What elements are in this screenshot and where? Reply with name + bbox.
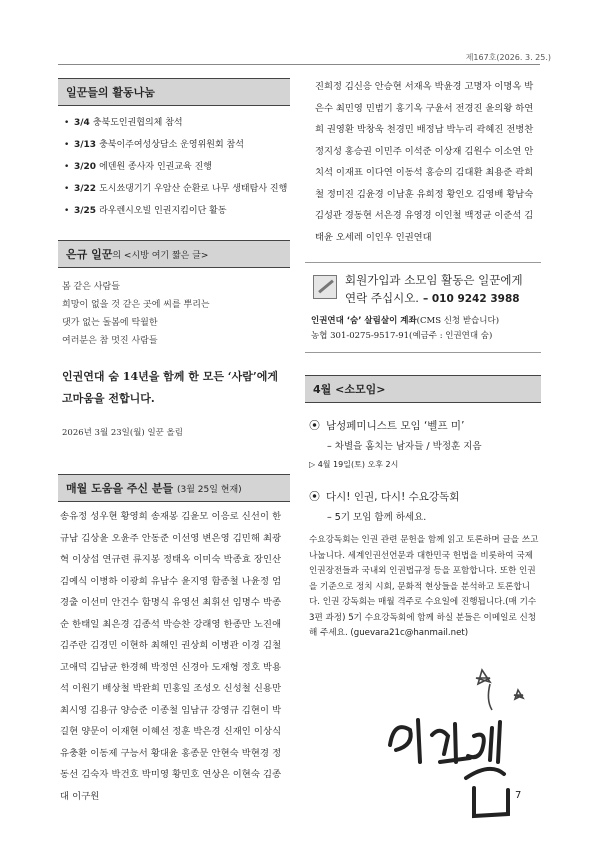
meeting-subtitle: – 5기 모임 함께 하세요. bbox=[327, 512, 427, 523]
join-text bbox=[345, 271, 523, 308]
bank-account: 농협 301-0275-9517-91(예금주 : 인권연대 숨) bbox=[311, 331, 493, 341]
thanks-message: 인권연대 숨 14년을 함께 한 모든 ‘사람’에게 고마움을 전합니다. bbox=[62, 370, 278, 405]
meetings-header: 4월 <소모임> bbox=[305, 375, 541, 403]
poem-line: 봄 같은 사람들 bbox=[62, 282, 120, 292]
meetings-section bbox=[305, 375, 541, 642]
bullet-icon: • bbox=[64, 184, 70, 194]
poem-line: 희망이 없을 것 같은 곳에 씨를 뿌리는 bbox=[62, 300, 210, 310]
activity-list bbox=[58, 116, 290, 218]
activity-date: 3/25 bbox=[74, 206, 97, 216]
join-row bbox=[311, 271, 535, 308]
right-column bbox=[305, 74, 541, 642]
issue-number: 제167호(2026. 3. 25.) bbox=[465, 53, 551, 62]
bullet-icon: • bbox=[64, 206, 70, 216]
poem-line: 여러분은 참 멋진 사람들 bbox=[62, 336, 158, 346]
donors-date: (3월 25일 현재) bbox=[176, 485, 242, 495]
bullet-icon: • bbox=[64, 140, 70, 150]
poem-body bbox=[62, 278, 290, 350]
activity-text: 충북도인권협의체 참석 bbox=[92, 118, 183, 128]
poem-line: 댓가 없는 돌봄에 탁월한 bbox=[62, 318, 158, 328]
activity-date: 3/13 bbox=[74, 140, 97, 150]
donor-list: 송유정 성우현 황영희 송재봉 김윤모 이응로 신선이 한규남 김상윤 오윤주 안동준 이선영 변은영 김민해 최광혁 이상섭 연규련 류지봉 정태옥 이미숙 박종효 장인산 김예식 이병하 이광희 유남수 윤지영 함종철 나윤정 엄경출 이선미 안건수 함명식 유영선 최휘선 임명수 박종순 한태일 최은경 김종석 박승찬 강래영 한종만 노진애 김주란 김경민 이현하 최해인 권상희 이병관 이경 김철 고애덕 김남균 한경혜 박정연 신경아 도재형 정호 박용석 이원기 배상철 박완희 민홍일 조성오 신성철 신용만 최시영 김용규 양승준 이종철 임남규 강영규 김현이 박길현 양문이 이재현 이혜선 정훈 박은경 신재인 이상식 유충환 이동제 구능서 황대윤 홍종문 안현숙 박현경 정동선 김숙자 박건호 박미영 황민호 연상은 이현숙 김종대 이구원 bbox=[60, 511, 282, 802]
activity-item bbox=[58, 204, 290, 218]
activity-item bbox=[58, 160, 290, 174]
join-box bbox=[305, 262, 541, 353]
activity-item bbox=[58, 138, 290, 152]
activity-date: 3/20 bbox=[74, 162, 97, 172]
meeting-time: ▷ 4월 19일(토) 오후 2시 bbox=[309, 460, 399, 469]
meeting-description: 수요강독회는 인권 관련 문헌을 함께 읽고 토론하며 글을 쓰고 나눕니다. 세계인권선언문과 대한민국 헌법을 비롯하여 국제인권장전들과 국내외 인권법규정 등을 포함합니다. 또한 인권을 기준으로 정치 시회, 문화적 현상들을 분석하고 토론합니다. 인권 강독회는 매월 격주로 수요일에 진행됩니다.(매 기수 3편 과정) 5기 수요강독회에 함께 하실 분들은 이메일로 신청해 주세요. (guevara21c@hanmail.net) bbox=[309, 535, 539, 638]
circle-bullet-icon: ⦿ bbox=[309, 490, 320, 503]
activity-text: 에덴원 종사자 인권교육 진행 bbox=[99, 162, 212, 172]
letter-date: 2026년 3월 23일(월) 일꾼 올림 bbox=[62, 428, 183, 438]
account-info bbox=[311, 314, 535, 344]
phone-number: – 010 9242 3988 bbox=[422, 293, 520, 305]
left-column bbox=[58, 74, 290, 807]
bullet-icon: • bbox=[64, 118, 70, 128]
meeting-name: 남성페미니스트 모임 ‘벨프 미’ bbox=[326, 420, 465, 432]
activity-text: 도시쑈댕기기 우암산 순환로 나무 생태탐사 진행 bbox=[99, 184, 288, 194]
activity-text: 충북이주여성상담소 운영위원회 참석 bbox=[99, 140, 244, 150]
top-divider bbox=[58, 64, 540, 65]
page-number: 7 bbox=[515, 790, 522, 801]
bullet-icon: • bbox=[64, 162, 70, 172]
donor-list-continued: 진희정 김신응 안승현 서재옥 박윤경 고명자 이명옥 박은수 최민영 민범기 홍기옥 구윤서 전경진 윤의왕 하연희 권영환 박창욱 천경민 배정남 박누리 곽혜진 전병찬 정지성 홍승권 이민주 이석준 이상재 김원수 이소연 안치석 이재표 이다연 이동석 홍승의 김대환 최용준 곽희철 정미진 김윤경 이남훈 유희정 황인오 김영배 황남숙 김성관 경동현 서은경 유영경 이인철 백정균 이준석 김태윤 오세레 이인우 인권연대 bbox=[315, 81, 534, 243]
meeting-name: 다시! 인권, 다시! 수요강독회 bbox=[326, 491, 460, 503]
circle-bullet-icon: ⦿ bbox=[309, 419, 320, 432]
poem-header bbox=[58, 240, 290, 268]
activities-header: 일꾼들의 활동나눔 bbox=[58, 78, 290, 106]
activity-item bbox=[58, 116, 290, 130]
join-line: 연락 주십시오. bbox=[345, 291, 419, 305]
meeting-subtitle: – 차별을 훔치는 남자들 / 박정훈 지음 bbox=[327, 441, 482, 452]
activity-date: 3/22 bbox=[74, 184, 97, 194]
poem-title: 의 <시방 여기 짧은 글> bbox=[112, 251, 209, 261]
account-name: 인권연대 ‘숨’ 살림살이 계좌 bbox=[311, 316, 417, 326]
donors-title: 매월 도움을 주신 분들 bbox=[66, 482, 174, 495]
meeting-title bbox=[309, 488, 541, 504]
poem-author: 은규 일꾼 bbox=[66, 248, 113, 261]
pencil-icon bbox=[313, 275, 337, 299]
activity-date: 3/4 bbox=[74, 118, 90, 128]
activity-text: 라우렌시오빌 인권지킴이단 활동 bbox=[99, 206, 227, 216]
donors-header bbox=[58, 474, 290, 502]
account-note: (CMS 신청 받습니다) bbox=[416, 316, 500, 326]
join-line: 회원가입과 소모임 활동은 일꾼에게 bbox=[345, 273, 523, 287]
meeting-title bbox=[309, 417, 541, 433]
activity-item bbox=[58, 182, 290, 196]
calligraphy-logo bbox=[370, 650, 550, 825]
